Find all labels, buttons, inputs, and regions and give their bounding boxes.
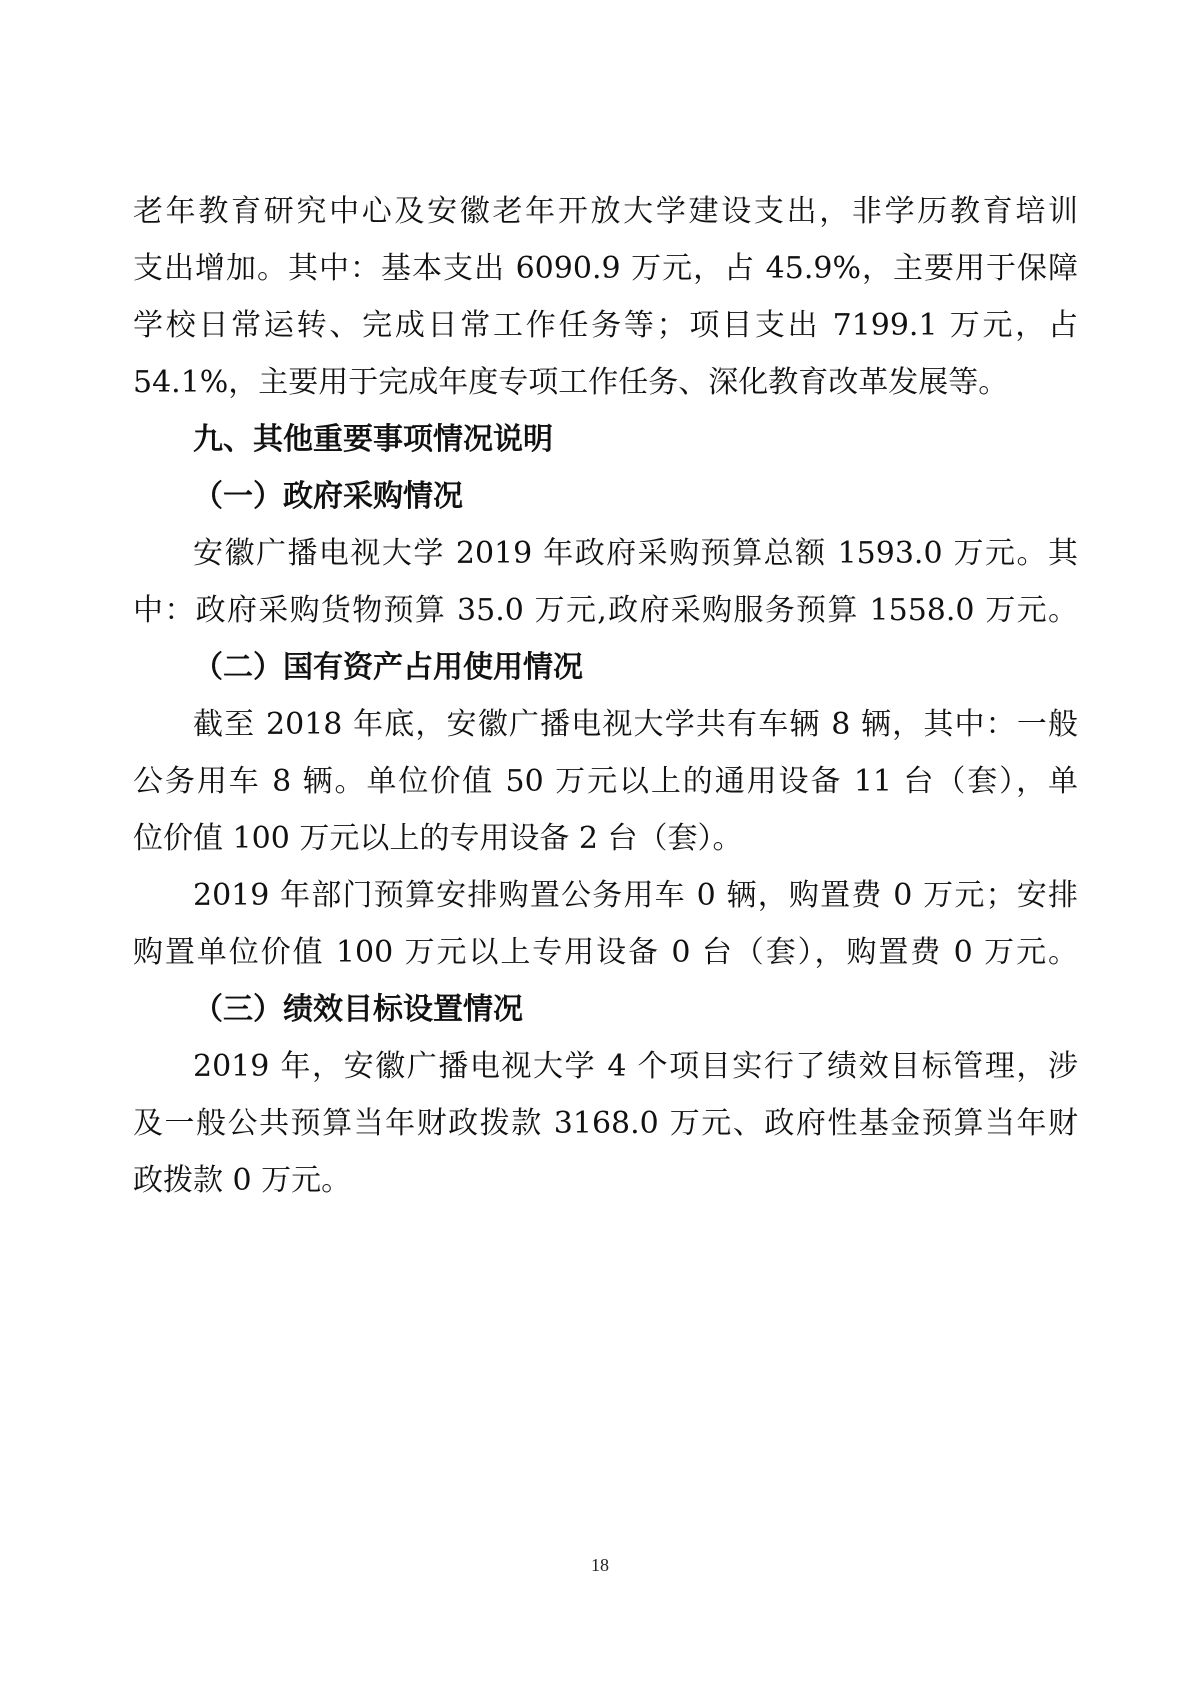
paragraph-line: 位价值 100 万元以上的专用设备 2 台（套）。 bbox=[133, 821, 743, 856]
subsection-heading-procurement: （一）政府采购情况 bbox=[193, 479, 463, 514]
paragraph-line: 支出增加。其中：基本支出 6090.9 万元，占 45.9%，主要用于保障 bbox=[133, 251, 1078, 286]
paragraph-line: 2019 年，安徽广播电视大学 4 个项目实行了绩效目标管理，涉 bbox=[193, 1049, 1078, 1084]
paragraph-line: 安徽广播电视大学 2019 年政府采购预算总额 1593.0 万元。其 bbox=[193, 536, 1078, 571]
paragraph-line: 政拨款 0 万元。 bbox=[133, 1163, 352, 1198]
paragraph-line: 54.1%，主要用于完成年度专项工作任务、深化教育改革发展等。 bbox=[133, 365, 1009, 400]
paragraph-line: 老年教育研究中心及安徽老年开放大学建设支出，非学历教育培训 bbox=[133, 194, 1078, 229]
section-heading-nine: 九、其他重要事项情况说明 bbox=[193, 422, 553, 457]
paragraph-line: 购置单位价值 100 万元以上专用设备 0 台（套），购置费 0 万元。 bbox=[133, 935, 1078, 970]
paragraph-line: 中：政府采购货物预算 35.0 万元,政府采购服务预算 1558.0 万元。 bbox=[133, 593, 1078, 628]
paragraph-line: 及一般公共预算当年财政拨款 3168.0 万元、政府性基金预算当年财 bbox=[133, 1106, 1078, 1141]
document-body bbox=[133, 183, 1078, 1209]
paragraph-line: 学校日常运转、完成日常工作任务等；项目支出 7199.1 万元，占 bbox=[133, 308, 1078, 343]
paragraph-line: 公务用车 8 辆。单位价值 50 万元以上的通用设备 11 台（套），单 bbox=[133, 764, 1078, 799]
subsection-heading-assets: （二）国有资产占用使用情况 bbox=[193, 650, 583, 685]
paragraph-line: 2019 年部门预算安排购置公务用车 0 辆，购置费 0 万元；安排 bbox=[193, 878, 1078, 913]
page-number: 18 bbox=[591, 1555, 609, 1575]
paragraph-line: 截至 2018 年底，安徽广播电视大学共有车辆 8 辆，其中：一般 bbox=[193, 707, 1078, 742]
subsection-heading-performance: （三）绩效目标设置情况 bbox=[193, 992, 523, 1027]
